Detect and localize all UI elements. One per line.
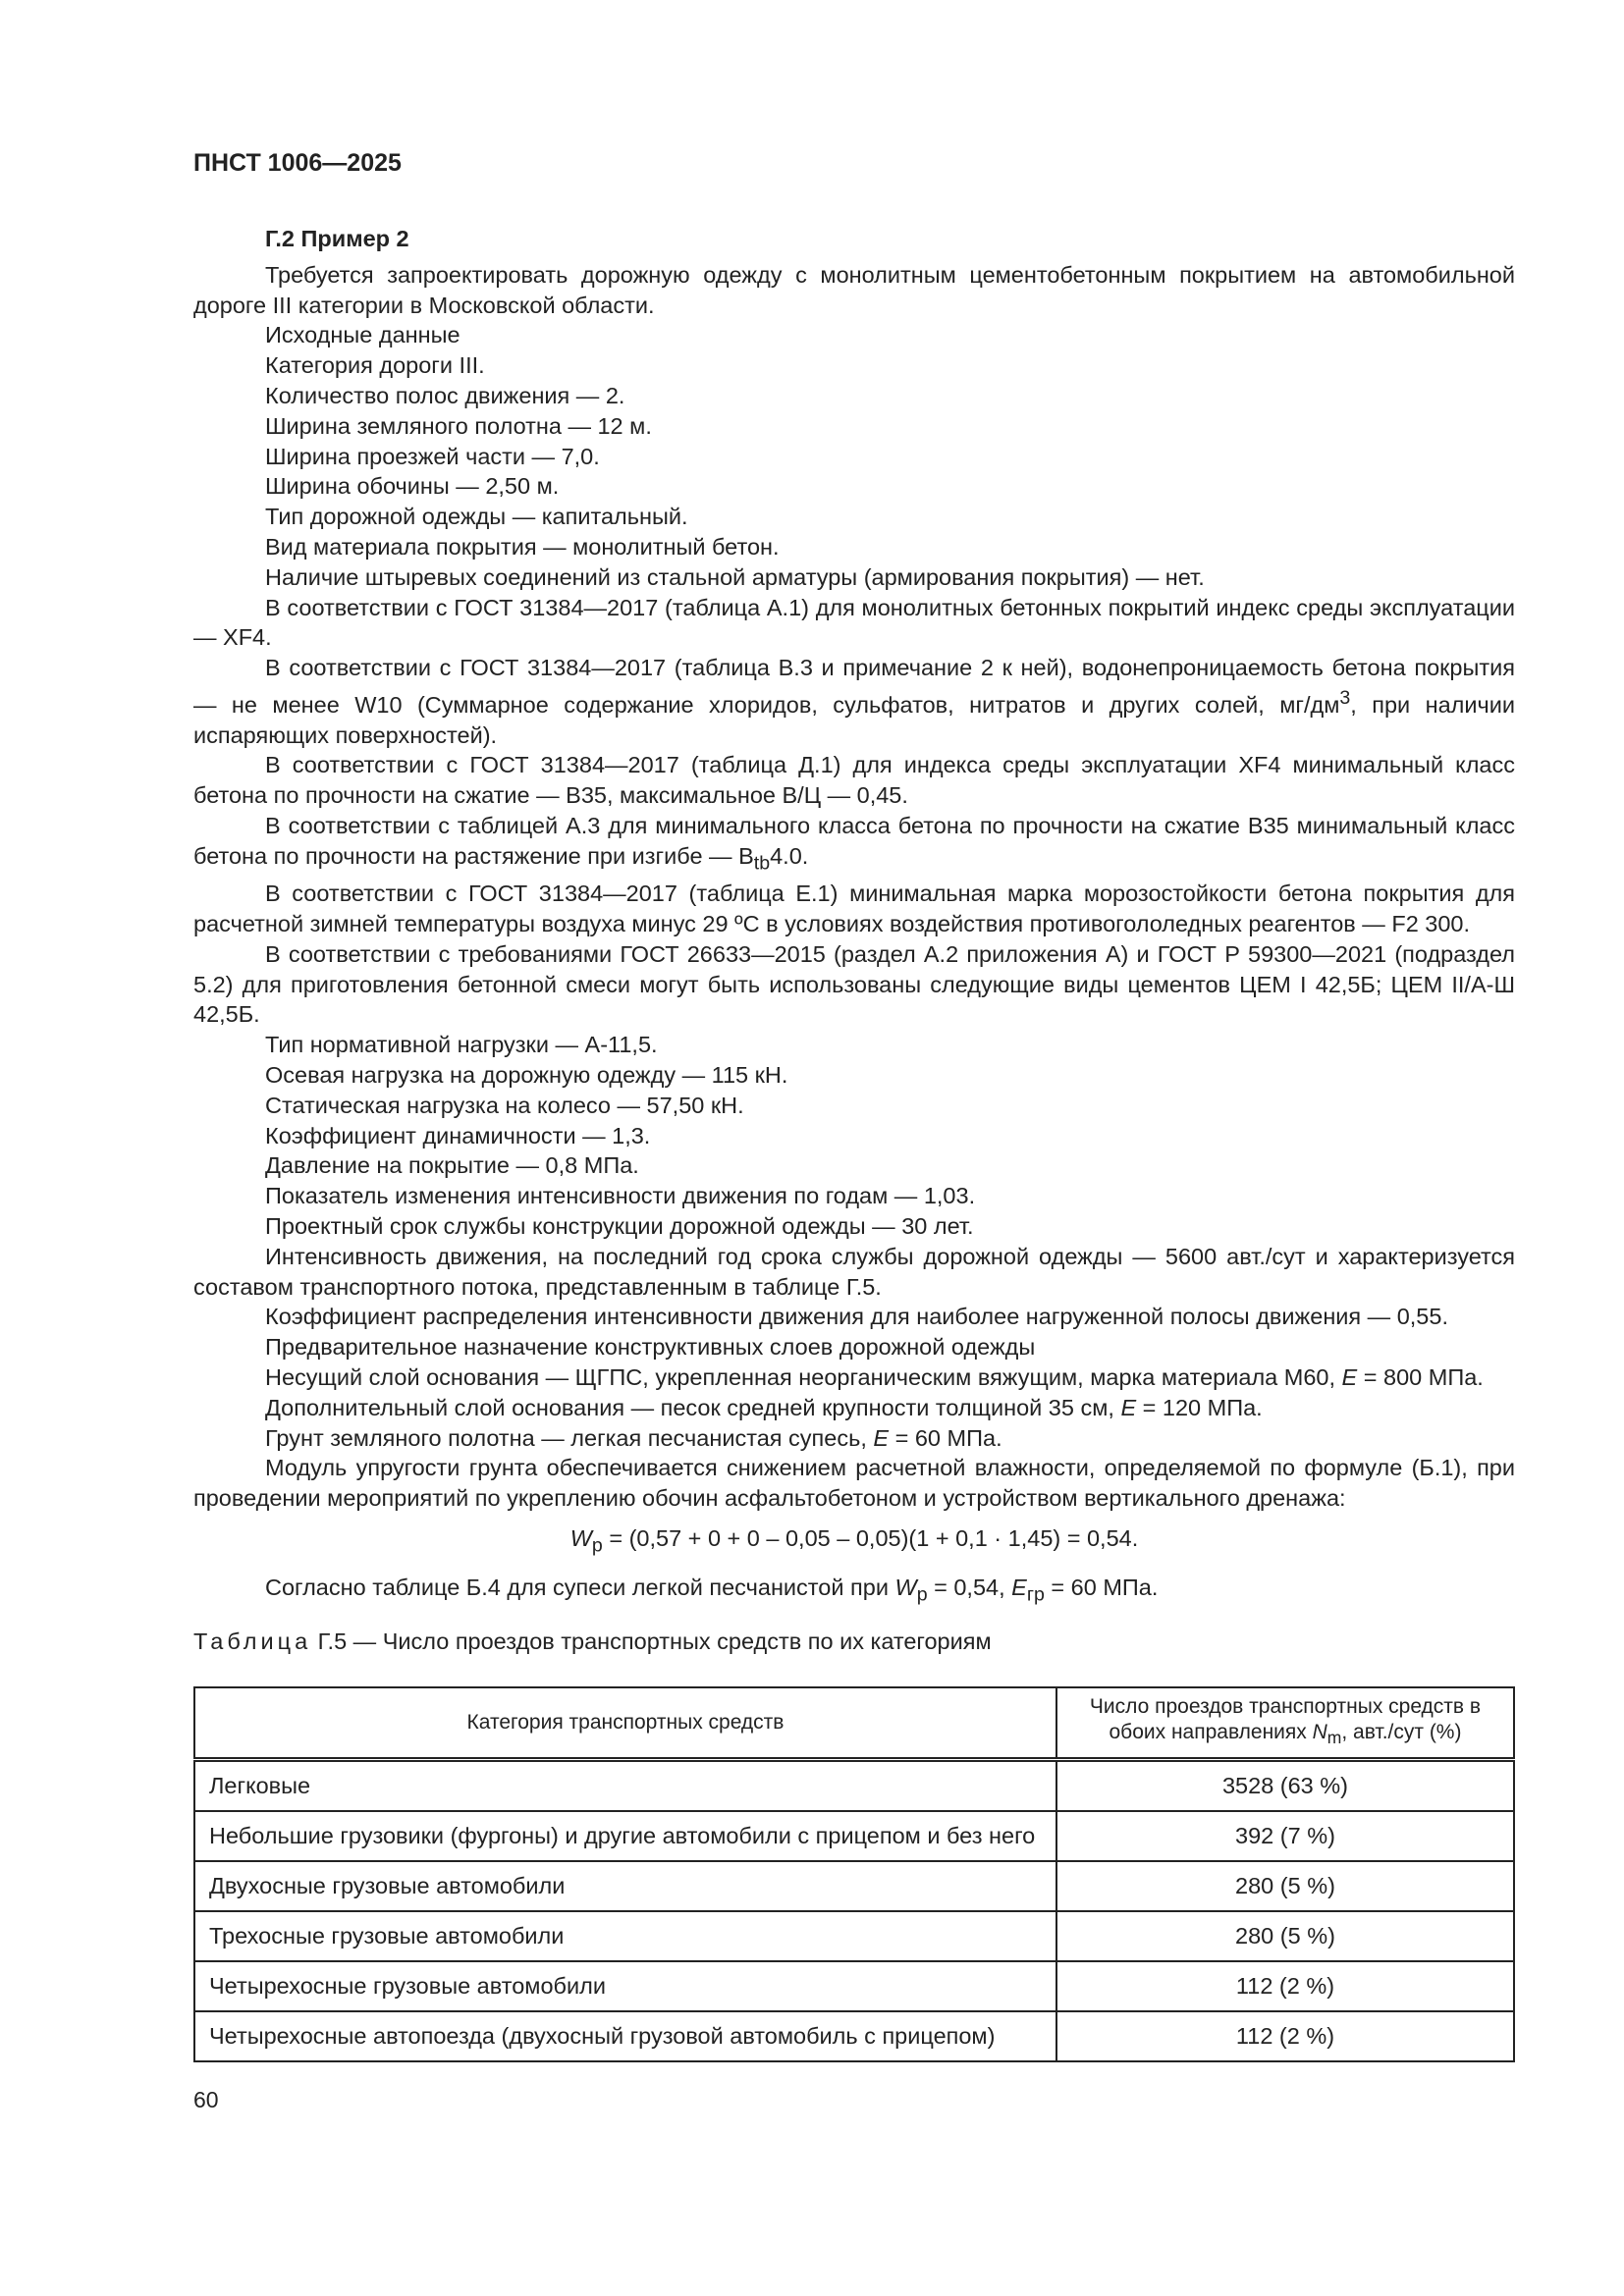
text: В соответствии с ГОСТ 31384—2017 (таблица В.3 и примечание 2 к ней), водонепроницаемость бетона покрытия — не менее W10 (Суммарное содержание хлоридов, сульфатов, нитратов и других солей, мг/дм (193, 655, 1515, 718)
document-header: ПНСТ 1006—2025 (193, 149, 402, 177)
category-cell: Четырехосные грузовые автомобили (194, 1961, 1056, 2011)
paragraph: Проектный срок службы конструкции дорожной одежды — 30 лет. (265, 1213, 974, 1240)
paragraph: Осевая нагрузка на дорожную одежду — 115 кН. (265, 1062, 788, 1089)
paragraph: Требуется запроектировать дорожную одежду с монолитным цементобетонным покрытием на автомобильной дороге III категории в Московской области. (193, 261, 1515, 318)
text: Дополнительный слой основания — песок средней крупности толщиной 35 см, (265, 1394, 1121, 1420)
subscript: m (1326, 1728, 1342, 1748)
count-cell: 280 (5 %) (1056, 1861, 1514, 1911)
layer-item (193, 1362, 1515, 1393)
subscript: p (591, 1534, 603, 1557)
count-cell: 280 (5 %) (1056, 1911, 1514, 1961)
paragraph: Наличие штыревых соединений из стальной арматуры (армирования покрытия) — нет. (265, 563, 1205, 590)
table-row (194, 1861, 1514, 1911)
paragraph: Вид материала покрытия — монолитный бетон. (265, 533, 780, 560)
paragraph: Показатель изменения интенсивности движения по годам — 1,03. (265, 1183, 976, 1209)
paragraph: Тип нормативной нагрузки — А-11,5. (265, 1032, 658, 1058)
caption-word: Таблица (193, 1628, 312, 1654)
layer-item (193, 1423, 1515, 1454)
category-cell: Легковые (194, 1760, 1056, 1812)
subscript: p (916, 1584, 928, 1607)
text: Несущий слой основания — ЩГПС, укрепленная неорганическим вяжущим, марка материала М60, (265, 1364, 1342, 1390)
text: = 0,54, (927, 1575, 1012, 1601)
category-cell: Небольшие грузовики (фургоны) и другие автомобили с прицепом и без него (194, 1811, 1056, 1861)
layer-item (193, 1393, 1515, 1423)
paragraph: Категория дороги III. (265, 352, 485, 379)
paragraph: Коэффициент распределения интенсивности движения для наиболее нагруженной полосы движения — 0,55. (265, 1304, 1448, 1330)
table-row (194, 1961, 1514, 2011)
paragraph: В соответствии с ГОСТ 31384—2017 (таблица Д.1) для индекса среды эксплуатации XF4 минимальный класс бетона по прочности на сжатие — В35, максимальное В/Ц — 0,45. (193, 752, 1515, 809)
symbol-w: W (569, 1524, 592, 1551)
text: Согласно таблице Б.4 для супеси легкой песчанистой при (265, 1575, 895, 1601)
table-row (194, 1760, 1514, 1812)
subscript: tb (753, 852, 771, 875)
paragraph: Количество полос движения — 2. (265, 382, 625, 408)
symbol-n: N (1312, 1721, 1327, 1744)
count-cell: 392 (7 %) (1056, 1811, 1514, 1861)
paragraph: Предварительное назначение конструктивных слоев дорожной одежды (265, 1334, 1036, 1361)
text: , авт./сут (%) (1341, 1721, 1462, 1744)
paragraph: Тип дорожной одежды — капитальный. (265, 504, 688, 530)
paragraph: Ширина земляного полотна — 12 м. (265, 412, 652, 439)
caption-text: Г.5 — Число проездов транспортных средств по их категориям (311, 1628, 992, 1654)
count-cell: 3528 (63 %) (1056, 1760, 1514, 1812)
table-caption (193, 1627, 1515, 1657)
subscript: гр (1026, 1584, 1045, 1607)
paragraph: В соответствии с ГОСТ 31384—2017 (таблица Е.1) минимальная марка морозостойкости бетона покрытия для расчетной зимней температуры воздуха минус 29 ºС в условиях воздействия противогололедных реагентов — F2 300. (193, 881, 1515, 937)
paragraph: Коэффициент динамичности — 1,3. (265, 1122, 651, 1148)
paragraph: Статическая нагрузка на колесо — 57,50 кН. (265, 1092, 744, 1118)
column-header-category: Категория транспортных средств (194, 1687, 1056, 1760)
page-number: 60 (193, 2087, 219, 2112)
text: 4.0. (770, 842, 809, 869)
symbol-e: E (1341, 1364, 1358, 1390)
paragraph: В соответствии с ГОСТ 31384—2017 (таблица А.1) для монолитных бетонных покрытий индекс среды эксплуатации — XF4. (193, 594, 1515, 651)
formula-rhs: = (0,57 + 0 + 0 – 0,05 – 0,05)(1 + 0,1 · 1,45) = 0,54. (602, 1524, 1139, 1551)
table-row (194, 1811, 1514, 1861)
table-header-row (194, 1687, 1514, 1760)
document-body (193, 224, 1515, 1657)
text: = 60 МПа. (1044, 1575, 1159, 1601)
table-row (194, 2011, 1514, 2061)
text: = 800 МПа. (1357, 1364, 1484, 1390)
paragraph: Исходные данные (265, 322, 460, 348)
category-cell: Трехосные грузовые автомобили (194, 1911, 1056, 1961)
paragraph-w10 (193, 653, 1515, 750)
category-cell: Двухосные грузовые автомобили (194, 1861, 1056, 1911)
text: Число проездов транспортных средств в обоих направлениях (1089, 1695, 1482, 1744)
section-title: Г.2 Пример 2 (265, 226, 409, 251)
symbol-e: E (1011, 1575, 1027, 1601)
text: В соответствии с таблицей А.3 для минимального класса бетона по прочности на сжатие В35 минимальный класс бетона по прочности на растяжение при изгибе — В (193, 812, 1515, 869)
count-cell: 112 (2 %) (1056, 1961, 1514, 2011)
symbol-e: E (873, 1424, 890, 1451)
symbol-w: W (894, 1575, 917, 1601)
text: = 120 МПа. (1136, 1394, 1263, 1420)
text: , при наличии испаряющих поверхностей). (193, 691, 1515, 748)
column-header-count (1056, 1687, 1514, 1760)
count-cell: 112 (2 %) (1056, 2011, 1514, 2061)
paragraph: Ширина проезжей части — 7,0. (265, 443, 600, 469)
category-cell: Четырехосные автопоезда (двухосный грузовой автомобиль с прицепом) (194, 2011, 1056, 2061)
paragraph: Давление на покрытие — 0,8 МПа. (265, 1152, 639, 1179)
paragraph: Модуль упругости грунта обеспечивается снижением расчетной влажности, определяемой по формуле (Б.1), при проведении мероприятий по укреплению обочин асфальтобетоном и устройством вертикального дренажа: (193, 1455, 1515, 1512)
paragraph-result (193, 1573, 1515, 1610)
paragraph-btb (193, 811, 1515, 879)
formula (193, 1523, 1515, 1561)
text: Грунт земляного полотна — легкая песчанистая супесь, (265, 1424, 874, 1451)
superscript: 3 (1339, 686, 1351, 709)
text: = 60 МПа. (889, 1424, 1002, 1451)
vehicle-table (193, 1686, 1515, 2062)
table-row (194, 1911, 1514, 1961)
paragraph: Ширина обочины — 2,50 м. (265, 473, 560, 500)
symbol-e: E (1120, 1394, 1137, 1420)
paragraph: В соответствии с требованиями ГОСТ 26633—2015 (раздел А.2 приложения А) и ГОСТ Р 59300—2021 (подраздел 5.2) для приготовления бетонной смеси могут быть использованы следующие виды цементов ЦЕМ I 42,5Б; ЦЕМ II/А-Ш 42,5Б. (193, 940, 1515, 1028)
paragraph: Интенсивность движения, на последний год срока службы дорожной одежды — 5600 авт./сут и характеризуется составом транспортного потока, представленным в таблице Г.5. (193, 1243, 1515, 1300)
